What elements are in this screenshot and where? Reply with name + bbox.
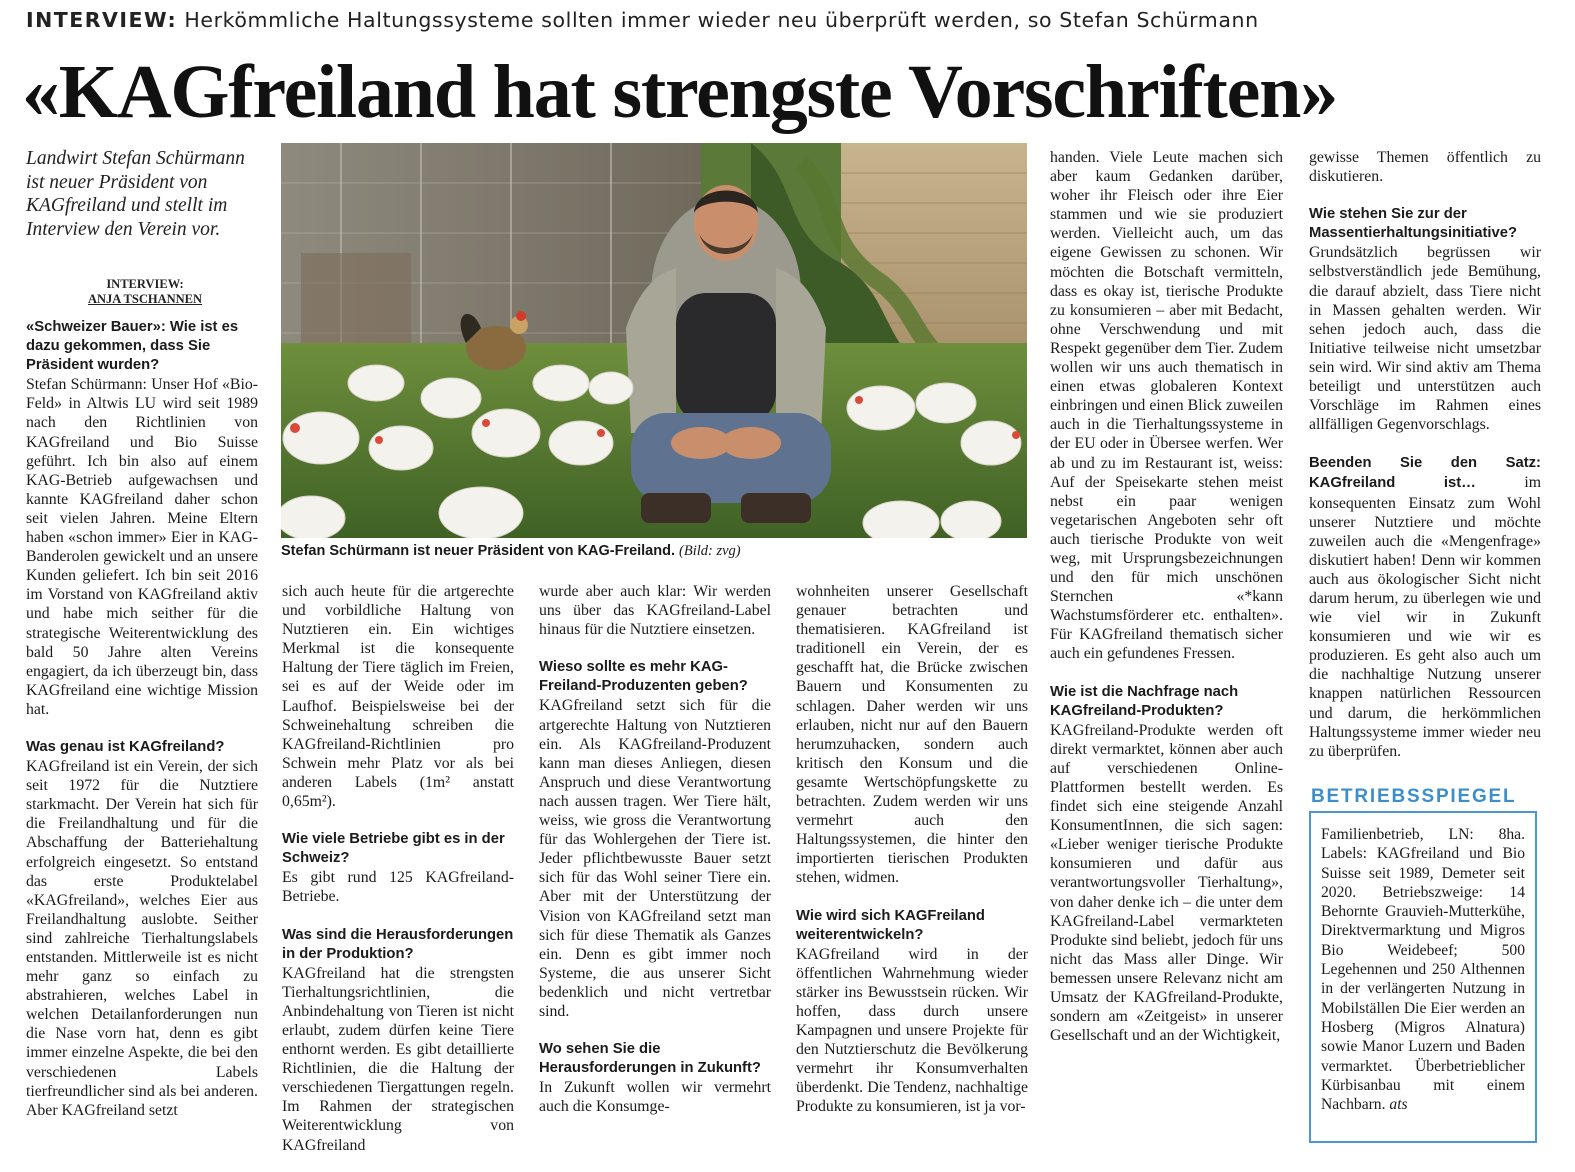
caption-credit: (Bild: zvg) (679, 543, 741, 559)
answer-paragraph: Stefan Schürmann: Unser Hof «Bio-Feld» in Altwis LU wird seit 1989 nach den Richtlinien von KAGfreiland und Bio Suisse geführt. Ich bin also auf einem KAG-Betrieb aufgewachsen und kannte KAGfreiland daher schon seit vielen Jahren. Meine Eltern haben «schon immer» Eier in KAG-Banderolen gewickelt und an unsere Kunden geliefert. Ich bin seit 2016 im Vorstand von KAGfreiland aktiv und habe mich seither für die strategische Weiterentwicklung des bald 50 Jahre alten Vereins engagiert, da ich überzeugt bin, dass KAGfreiland eine wichtige Mission hat. (26, 376, 258, 718)
answer-paragraph: KAGfreiland setzt sich für die artgerechte Haltung von Nutztieren ein. Als KAGfreiland-Produzent kann man dieses Anliegen, diesen Anspruch und diese Verantwortung nach aussen tragen. Wer Tiere hält, weiss, wie gross die Verantwortung für das Wohlergehen der Tiere ist. Jeder pflichtbewusste Bauer setzt sich für das Wohl seiner Tiere ein. Aber mit der Unterstützung der Vision von KAGfreiland setzt man sich für diese Thematik als Ganzes ein. Denn es gibt immer noch Systeme, die aus unserer Sicht bedenklich und nicht vertretbar sind. (539, 697, 771, 1020)
question-heading: Was genau ist KAGfreiland? (26, 738, 225, 755)
info-box-title: BETRIEBSSPIEGEL (1311, 786, 1517, 807)
info-box (1309, 811, 1537, 1143)
answer-paragraph: KAGfreiland-Produkte werden oft direkt vermarktet, können aber auch auf verschiedenen Online-Plattformen bestellt werden. Es findet sich eine steigende Anzahl KonsumentInnen, die sich sagen: «Lieber weniger tierische Produkte konsumieren und dafür aus verantwortungsvoller Tierhaltung», von daher denke ich – die unter dem KAGfreiland-Label vermarkteten Produkte sind beliebt, jedoch für uns nicht das Mass aller Dinge. Wir bemessen unsere Relevanz nicht am Umsatz der KAGfreiland-Produkte, sondern am «Zeitgeist» in unserer Gesellschaft und an der Wichtigkeit, (1050, 721, 1283, 1045)
info-box-author: ats (1389, 1096, 1408, 1114)
answer-paragraph: KAGfreiland hat die strengsten Tierhaltungsrichtlinien, die Anbindehaltung von Tieren ist nicht erlaubt, zudem dürfen keine Tiere enthornt werden. Es gibt detaillierte Richtlinien, die die Haltung der verschiedenen Tiergattungen regeln. Im Rahmen der strategischen Weiterentwicklung von KAGfreiland (282, 964, 514, 1154)
info-box-body: Familienbetrieb, LN: 8ha. Labels: KAGfreiland und Bio Suisse seit 1989, Demeter seit 2020. Betriebszweige: 14 Behornte Grauvieh-Mutterkühe, Direktvermarktung und Migros Bio Weidebeef; 500 Legehennen und 250 Althennen in der verlängerten Nutzung in Mobilställen Die Eier werden an Hosberg (Migros Alnatura) sowie Manor Luzern und Baden vermarktet. Überbetrieblicher Kürbisanbau mit einem Nachbarn. (1321, 826, 1525, 1114)
photo-caption (281, 541, 1027, 561)
question-heading: Wie viele Betriebe gibt es in der Schweiz? (282, 831, 505, 867)
article-photo (281, 143, 1027, 538)
answer-paragraph: Es gibt rund 125 KAGfreiland-Betriebe. (282, 869, 514, 906)
answer-paragraph: Grundsätzlich begrüssen wir selbstverständlich jede Bemühung, die darauf abzielt, dass Tiere nicht in Massen gehalten werden. Wir sehen jedoch auch, dass die Initiative teilweise nicht umsetzbar sein wird. Wir sind aktiv am Thema beteiligt und unterstützen auch Vorschläge im Rahmen eines allfälligen Gegenvorschlags. (1309, 244, 1541, 434)
answer-paragraph: sich auch heute für die artgerechte und vorbildliche Haltung von Nutztieren ein. Ein wichtiges Merkmal ist die konsequente Haltung der Tiere täglich im Freien, sei es auf der Weide oder im Laufhof. Beispielsweise bei der Schweinehaltung schreiben die KAGfreiland-Richtlinien pro Schwein mehr Platz vor als bei anderen Labels (1m² anstatt 0,65m²). (282, 583, 514, 811)
question-heading: Wieso sollte es mehr KAG-Freiland-Produzenten geben? (539, 659, 748, 695)
article-column-1 (26, 318, 258, 1120)
info-box-text (1321, 825, 1525, 1114)
answer-paragraph: KAGfreiland ist ein Verein, der sich seit 1972 für die Nutztiere starkmacht. Der Verein hat sich für die Freilandhaltung und für die Abschaffung der Batteriehaltung erfolgreich eingesetzt. So entstand das erste Produktelabel «KAGfreiland», welches Eier aus Freilandhaltung auslobte. Seither sind zahlreiche Tierhaltungslabels entstanden. Mittlerweile ist es nicht mehr ganz so einfach zu abstrahieren, welches Label in welchen Detailanforderungen nun die Nase vorn hat, denn es gibt immer einzelne Aspekte, die bei den verschiedenen Labels tierfreundlicher sind als bei anderen. Aber KAGfreiland setzt (26, 758, 258, 1119)
kicker-label: INTERVIEW: (26, 8, 178, 32)
kicker-line (26, 8, 1259, 32)
answer-paragraph: KAGfreiland wird in der öffentlichen Wahrnehmung wieder stärker ins Bewusstsein rücken. Wir hoffen, dass durch unsere Kampagnen und unsere Projekte für den Nutztierschutz die Bevölkerung vermehrt ihr Konsumverhalten überdenkt. Die Tendenz, nachhaltige Produkte zu konsumieren, ist ja vor- (796, 945, 1028, 1116)
answer-paragraph: wurde aber auch klar: Wir werden uns über das KAGfreiland-Label hinaus für die Nutztiere einsetzen. (539, 583, 771, 639)
answer-text: im konsequenten Einsatz zum Wohl unserer Nutztiere und möchte zuweilen auch die «Mengenfrage» diskutiert haben! Denn wir kommen auch aus ökologischer Sicht nicht darum herum, zu überlegen wie und wie viel wir in Zukunft konsumieren und wie wir es produzieren. Es geht also auch um die nachhaltige Nutzung unserer knappen natürlichen Ressourcen und darum, die herkömmlichen Haltungssysteme immer wieder neu zu überprüfen. (1309, 474, 1541, 760)
article-column-5 (1050, 148, 1283, 1045)
question-heading: Beenden Sie den Satz: KAGfreiland ist… (1309, 455, 1541, 492)
kicker-text: Herkömmliche Haltungssysteme sollten immer wieder neu überprüft werden, so Stefan Schürmann (184, 8, 1259, 32)
question-heading: Was sind die Herausforderungen in der Produktion? (282, 926, 514, 962)
answer-paragraph: gewisse Themen öffentlich zu diskutieren. (1309, 149, 1541, 186)
article-column-3 (539, 582, 771, 1116)
caption-text: Stefan Schürmann ist neuer Präsident von KAG-Freiland. (281, 543, 675, 559)
article-column-6 (1309, 148, 1541, 761)
photo-illustration (281, 143, 1027, 538)
answer-paragraph: In Zukunft wollen wir vermehrt auch die Konsumge- (539, 1079, 771, 1116)
closing-paragraph (1309, 453, 1541, 761)
lead-text: Landwirt Stefan Schürmann ist neuer Präsident von KAGfreiland und stellt im Interview den Verein vor. (26, 148, 245, 240)
question-heading: Wie stehen Sie zur der Massentierhaltungsinitiative? (1309, 206, 1518, 242)
byline (60, 277, 230, 307)
question-heading: Wo sehen Sie die Herausforderungen in Zukunft? (539, 1041, 761, 1077)
byline-label: INTERVIEW: (106, 277, 184, 291)
question-heading: Wie ist die Nachfrage nach KAGfreiland-Produkten? (1050, 683, 1239, 719)
article-column-4 (796, 582, 1028, 1117)
answer-paragraph: wohnheiten unserer Gesellschaft genauer betrachten und thematisieren. KAGfreiland ist traditionell ein Verein, der es geschafft hat, die Brücke zwischen Bauern und Konsumenten zu schlagen. Daher werden wir uns erlauben, nicht nur auf den Bauern herumzuhacken, sondern auch kritisch den Konsum und die gesamte Wertschöpfungskette zu betrachten. Zudem werden wir uns vermehrt auch den Haltungssystemen, die hinter den importierten tierischen Produkten stehen, widmen. (796, 583, 1028, 887)
byline-name: ANJA TSCHANNEN (87, 292, 203, 306)
answer-paragraph: handen. Viele Leute machen sich aber kaum Gedanken darüber, woher ihr Fleisch oder ihre Eier stammen und wie sie produziert werden. Vielleicht auch, um das eigene Gewissen zu schonen. Wir möchten die Botschaft vermitteln, dass es okay ist, tierische Produkte zu konsumieren – aber mit Bedacht, ohne Verschwendung und mit Respekt gegenüber dem Tier. Zudem wollen wir uns auch thematisch in einen etwas globaleren Kontext einbringen und einen Blick zuweilen auch in die Tierhaltungssysteme in der EU oder in Übersee werfen. Wer ab und zu im Restaurant ist, weiss: Auf der Speisekarte stehen meist nebst ein paar wenigen vegetarischen Angeboten sehr oft auch tierische Produkte von weit weg, mit Ursprungsbezeichnungen und den für mich unschönen Sternchen «*kann Wachstumsförderer etc. enthalten». Für KAGfreiland thematisch sicher auch ein gefundenes Fressen. (1050, 149, 1283, 663)
article-column-2 (282, 582, 514, 1155)
question-heading: Wie wird sich KAGFreiland weiterentwickeln? (796, 907, 985, 943)
headline: «KAGfreiland hat strengste Vorschriften» (22, 50, 1338, 134)
question-heading: «Schweizer Bauer»: Wie ist es dazu gekommen, dass Sie Präsident wurden? (26, 319, 239, 374)
